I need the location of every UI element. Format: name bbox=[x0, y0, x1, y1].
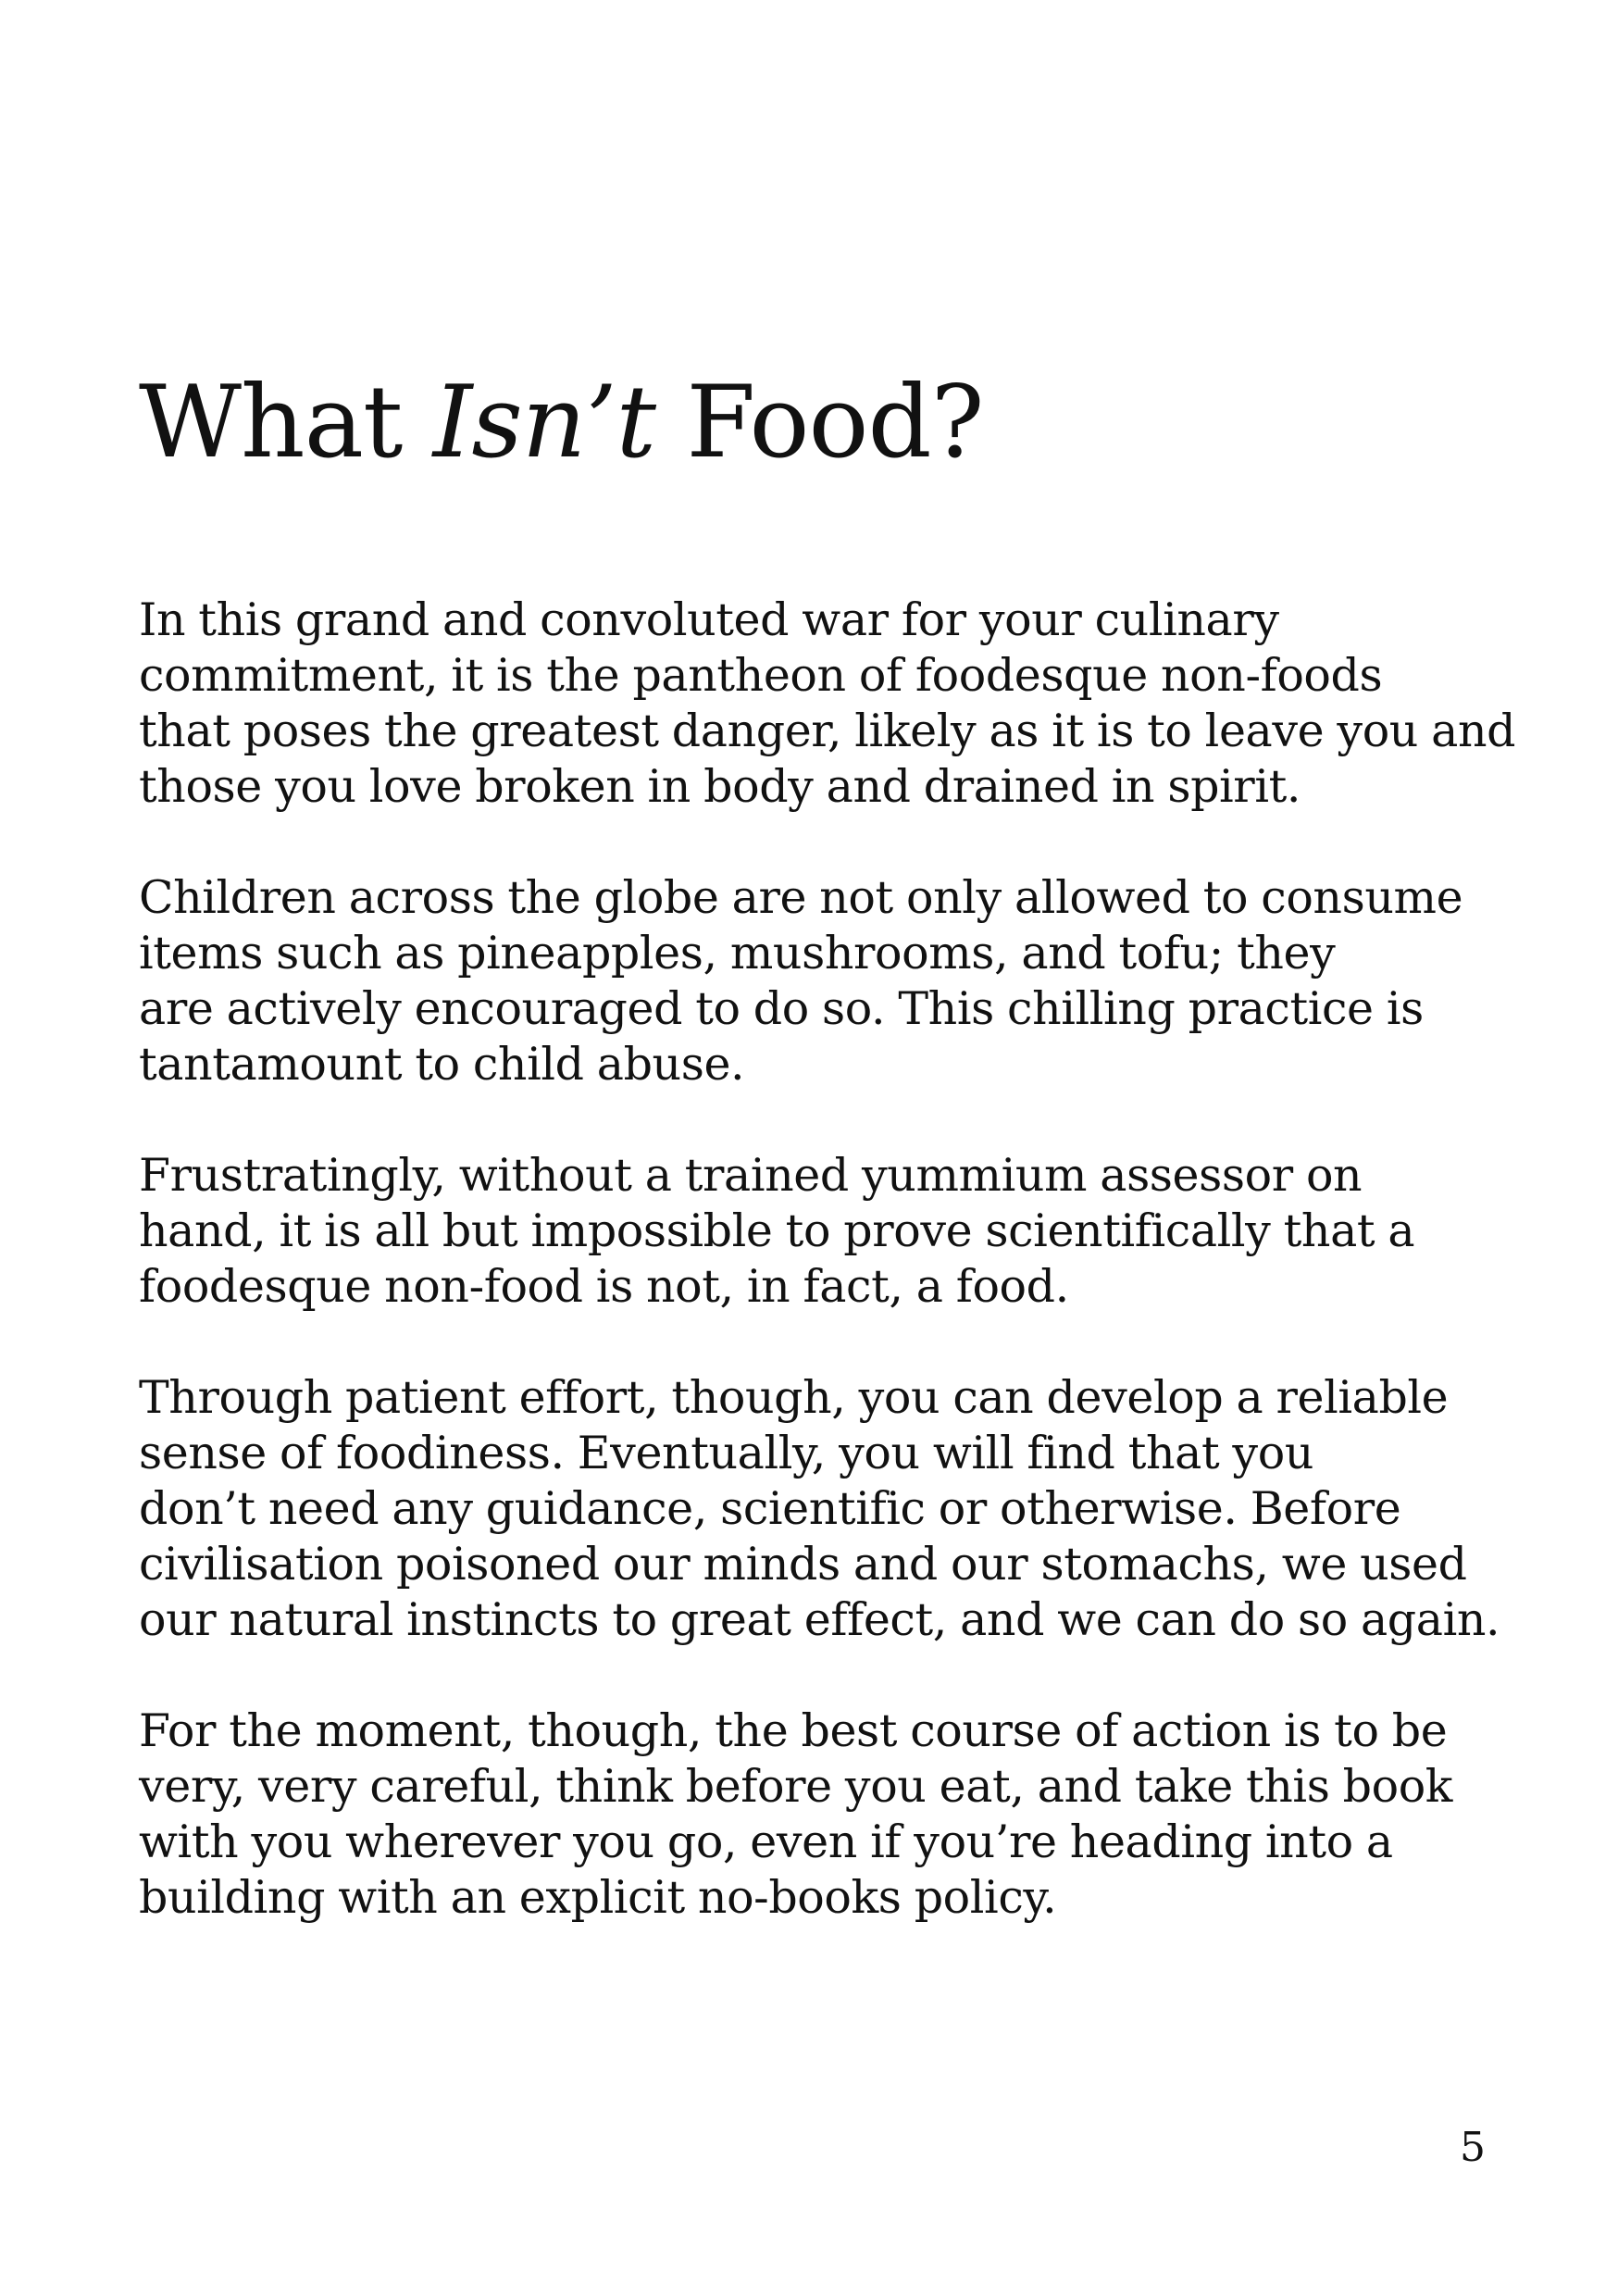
text-line: those you love broken in body and drained in spirit. bbox=[139, 760, 1301, 813]
text-line: tantamount to child abuse. bbox=[139, 1038, 745, 1091]
title-suffix: Food? bbox=[686, 365, 984, 480]
text-line: with you wherever you go, even if you’re heading into a bbox=[139, 1816, 1393, 1868]
text-line: Children across the globe are not only allowed to consume bbox=[139, 871, 1463, 924]
page-title bbox=[139, 365, 984, 480]
text-line: that poses the greatest danger, likely as it is to leave you and bbox=[139, 705, 1516, 757]
text-line: commitment, it is the pantheon of foodesque non-foods bbox=[139, 649, 1383, 702]
paragraph-3 bbox=[139, 1148, 1490, 1315]
text-line: In this grand and convoluted war for your culinary bbox=[139, 593, 1279, 646]
page-number: 5 bbox=[1460, 2124, 1486, 2171]
text-line: foodesque non-food is not, in fact, a food. bbox=[139, 1260, 1069, 1313]
text-line: our natural instincts to great effect, and we can do so again. bbox=[139, 1593, 1500, 1646]
text-line: For the moment, though, the best course of action is to be bbox=[139, 1704, 1448, 1757]
text-line: hand, it is all but impossible to prove scientifically that a bbox=[139, 1204, 1415, 1257]
text-line: items such as pineapples, mushrooms, and tofu; they bbox=[139, 927, 1336, 980]
paragraph-2 bbox=[139, 870, 1490, 1092]
text-line: are actively encouraged to do so. This chilling practice is bbox=[139, 982, 1424, 1035]
text-line: Frustratingly, without a trained yummium assessor on bbox=[139, 1149, 1363, 1202]
text-line: building with an explicit no-books policy. bbox=[139, 1871, 1057, 1924]
title-prefix: What bbox=[139, 365, 403, 480]
text-line: don’t need any guidance, scientific or otherwise. Before bbox=[139, 1482, 1401, 1535]
paragraph-1 bbox=[139, 593, 1516, 815]
text-line: sense of foodiness. Eventually, you will find that you bbox=[139, 1427, 1313, 1479]
body-text bbox=[139, 593, 1516, 1981]
title-emphasis: Isn’t bbox=[432, 365, 656, 480]
paragraph-4 bbox=[139, 1370, 1500, 1648]
text-line: Through patient effort, though, you can develop a reliable bbox=[139, 1371, 1449, 1424]
text-line: civilisation poisoned our minds and our stomachs, we used bbox=[139, 1538, 1467, 1591]
paragraph-5 bbox=[139, 1703, 1490, 1926]
text-line: very, very careful, think before you eat, and take this book bbox=[139, 1760, 1453, 1813]
